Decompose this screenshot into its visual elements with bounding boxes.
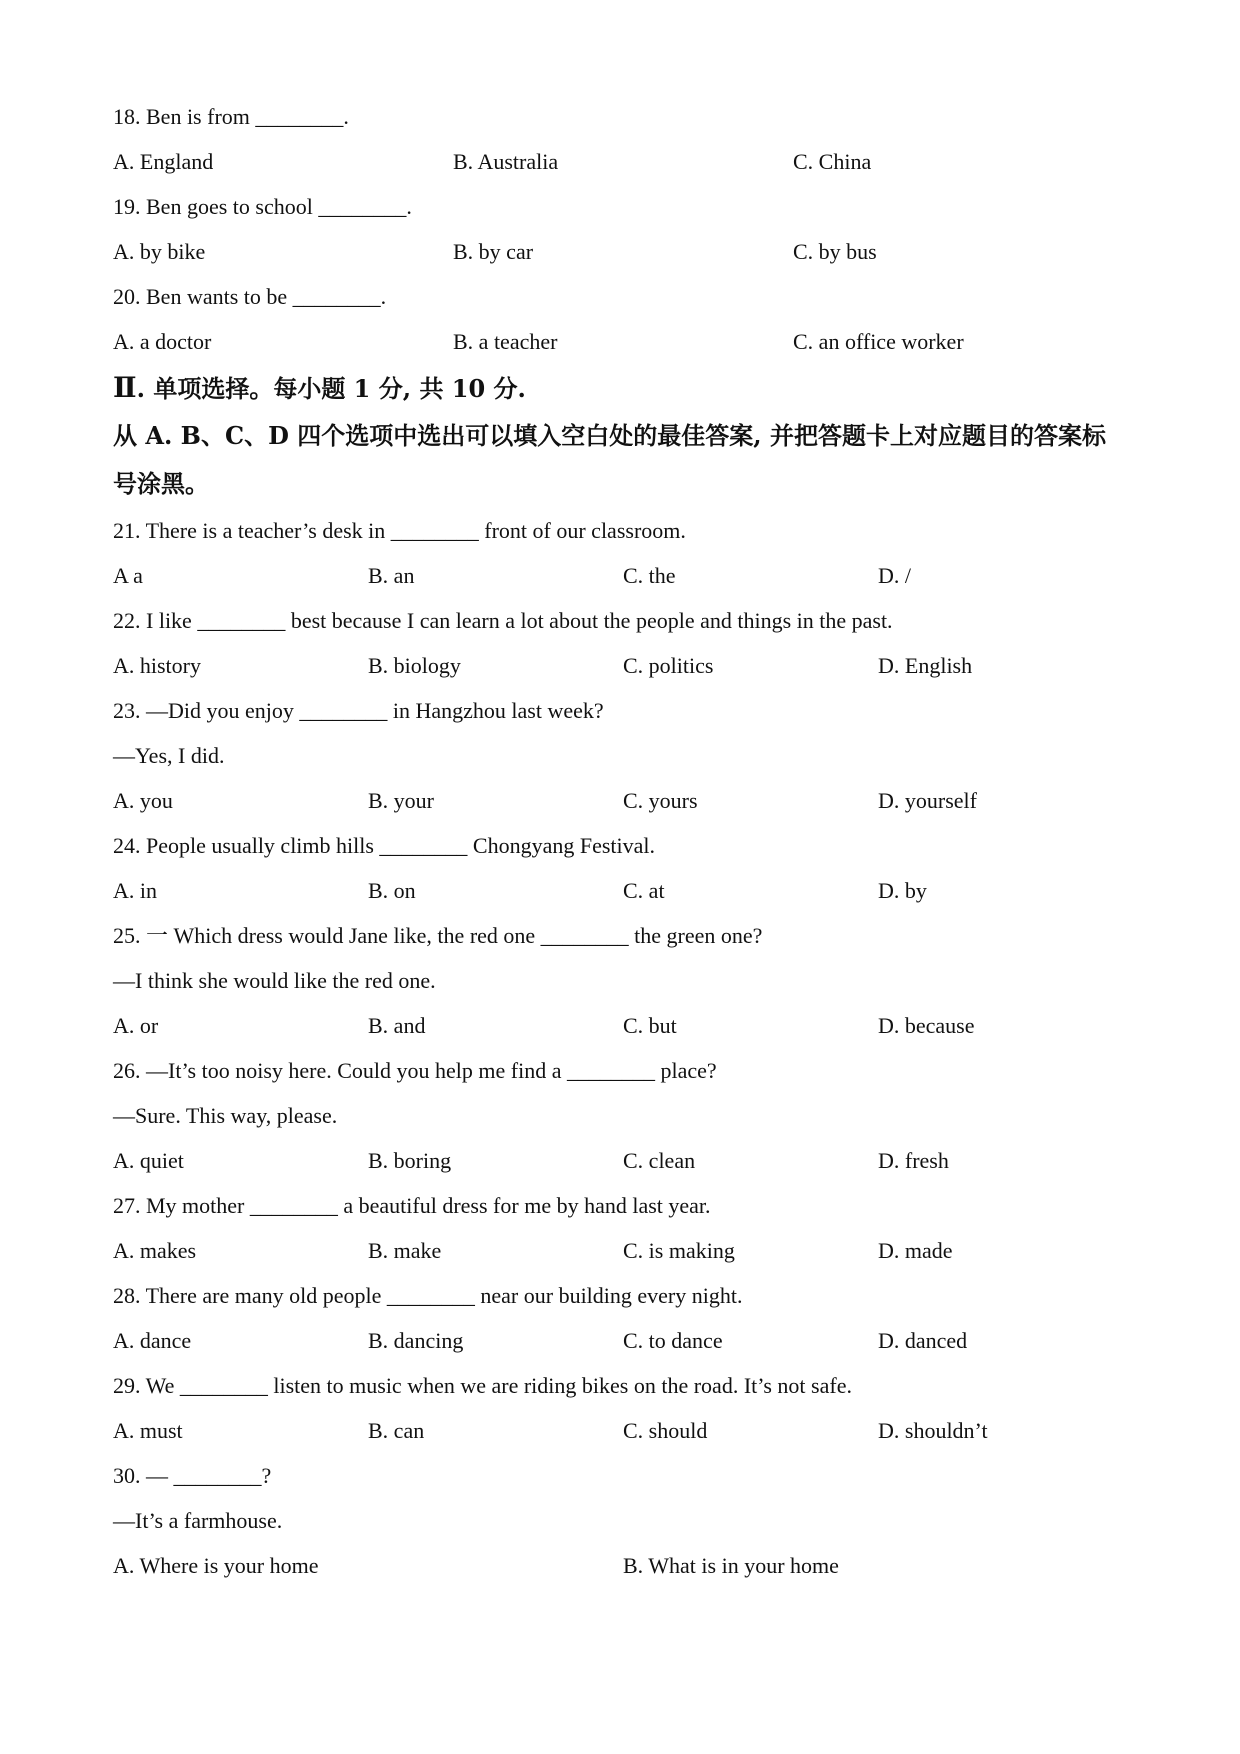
section-roman-numeral: Ⅱ <box>113 371 137 404</box>
option-22-a: A. history <box>113 653 201 678</box>
option-24-c: C. at <box>623 878 665 903</box>
option-28-c: C. to dance <box>623 1328 723 1353</box>
question-25: 25. 一 Which dress would Jane like, the red one ________ the green one? <box>113 923 763 948</box>
question-29: 29. We ________ listen to music when we are riding bikes on the road. It’s not safe. <box>113 1373 852 1398</box>
option-20-a: A. a doctor <box>113 329 212 354</box>
option-21-d: D. / <box>878 563 911 588</box>
question-30: 30. — ________? <box>113 1463 272 1488</box>
option-18-b: B. Australia <box>453 149 559 174</box>
option-29-d: D. shouldn’t <box>878 1418 988 1443</box>
option-21-c: C. the <box>623 563 676 588</box>
option-26-c: C. clean <box>623 1148 696 1173</box>
option-26-d: D. fresh <box>878 1148 949 1173</box>
question-20: 20. Ben wants to be ________. <box>113 284 387 309</box>
option-28-a: A. dance <box>113 1328 192 1353</box>
question-30-reply: —It’s a farmhouse. <box>113 1508 283 1533</box>
question-21: 21. There is a teacher’s desk in ________ front of our classroom. <box>113 518 686 543</box>
option-29-c: C. should <box>623 1418 708 1443</box>
question-26: 26. —It’s too noisy here. Could you help me find a ________ place? <box>113 1058 717 1083</box>
option-28-d: D. danced <box>878 1328 968 1353</box>
option-23-d: D. yourself <box>878 788 977 813</box>
option-27-c: C. is making <box>623 1238 735 1263</box>
option-19-b: B. by car <box>453 239 534 264</box>
option-19-c: C. by bus <box>793 239 877 264</box>
option-22-c: C. politics <box>623 653 714 678</box>
option-29-b: B. can <box>368 1418 425 1443</box>
option-26-b: B. boring <box>368 1148 452 1173</box>
option-29-a: A. must <box>113 1418 183 1443</box>
question-23-reply: —Yes, I did. <box>113 743 225 768</box>
option-22-b: B. biology <box>368 653 461 678</box>
option-26-a: A. quiet <box>113 1148 184 1173</box>
question-26-reply: —Sure. This way, please. <box>113 1103 338 1128</box>
option-25-b: B. and <box>368 1013 426 1038</box>
question-18: 18. Ben is from ________. <box>113 104 349 129</box>
section-title: . 单项选择。每小题 1 分, 共 10 分. <box>136 374 526 403</box>
option-21-b: B. an <box>368 563 415 588</box>
question-27: 27. My mother ________ a beautiful dress for me by hand last year. <box>113 1193 711 1218</box>
section-instruction-line1: 从 A. B、C、D 四个选项中选出可以填入空白处的最佳答案, 并把答题卡上对应题目的答案标 <box>113 421 1106 450</box>
option-25-d: D. because <box>878 1013 975 1038</box>
option-28-b: B. dancing <box>368 1328 464 1353</box>
question-28: 28. There are many old people ________ near our building every night. <box>113 1283 743 1308</box>
option-24-d: D. by <box>878 878 927 903</box>
option-19-a: A. by bike <box>113 239 206 264</box>
option-25-c: C. but <box>623 1013 677 1038</box>
question-25-reply: —I think she would like the red one. <box>113 968 436 993</box>
option-18-a: A. England <box>113 149 214 174</box>
question-19: 19. Ben goes to school ________. <box>113 194 412 219</box>
option-24-b: B. on <box>368 878 416 903</box>
option-18-c: C. China <box>793 149 872 174</box>
question-23: 23. —Did you enjoy ________ in Hangzhou last week? <box>113 698 604 723</box>
option-23-b: B. your <box>368 788 434 813</box>
option-20-c: C. an office worker <box>793 329 964 354</box>
option-23-a: A. you <box>113 788 173 813</box>
option-20-b: B. a teacher <box>453 329 558 354</box>
option-24-a: A. in <box>113 878 157 903</box>
option-27-a: A. makes <box>113 1238 197 1263</box>
option-30-a: A. Where is your home <box>113 1553 319 1578</box>
option-27-b: B. make <box>368 1238 442 1263</box>
option-21-a: A a <box>113 563 143 588</box>
option-22-d: D. English <box>878 653 973 678</box>
section-heading <box>113 370 526 407</box>
option-23-c: C. yours <box>623 788 698 813</box>
question-22: 22. I like ________ best because I can learn a lot about the people and things in the past. <box>113 608 893 633</box>
section-instruction-line2: 号涂黑。 <box>113 469 209 498</box>
question-24: 24. People usually climb hills ________ Chongyang Festival. <box>113 833 656 858</box>
option-25-a: A. or <box>113 1013 159 1038</box>
option-30-b: B. What is in your home <box>623 1553 839 1578</box>
option-27-d: D. made <box>878 1238 953 1263</box>
